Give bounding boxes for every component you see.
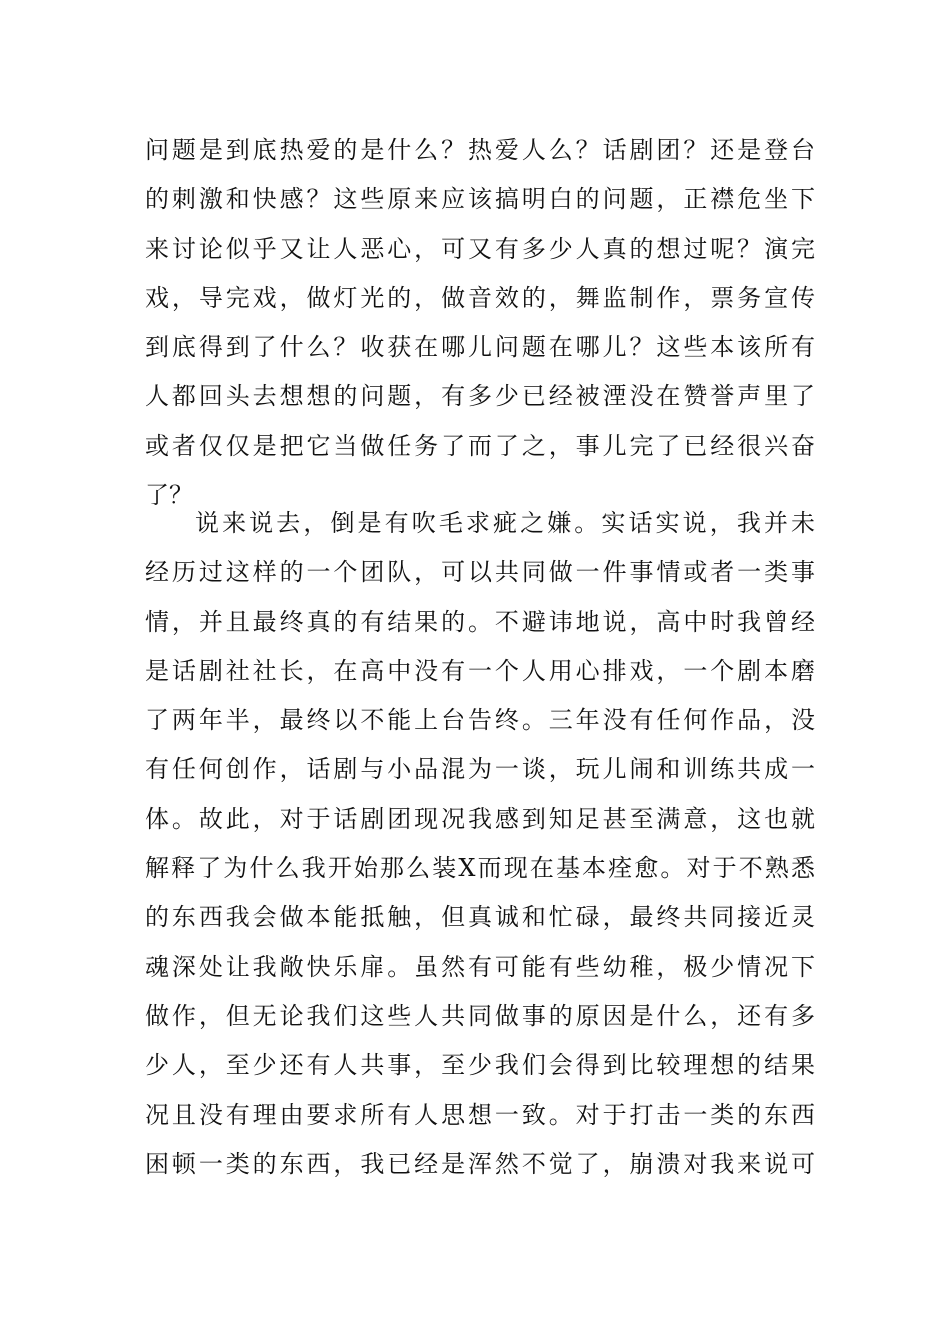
text-line: 人都回头去想想的问题，有多少已经被湮没在赞誉声里了 <box>145 382 815 411</box>
paragraph-2 <box>145 499 815 1189</box>
text-line: 问题是到底热爱的是什么？热爱人么？话剧团？还是登台 <box>145 136 815 164</box>
text-line: 说来说去，倒是有吹毛求疵之嫌。实话实说，我并未 <box>195 509 815 537</box>
text-line: 少人，至少还有人共事，至少我们会得到比较理想的结果 <box>145 1051 815 1080</box>
text-line: 情，并且最终真的有结果的。不避讳地说，高中时我曾经 <box>145 607 815 636</box>
text-line: 的刺激和快感？这些原来应该搞明白的问题，正襟危坐下 <box>145 185 815 214</box>
text-line: 经历过这样的一个团队，可以共同做一件事情或者一类事 <box>145 558 815 587</box>
text-line: 魂深处让我敞快乐扉。虽然有可能有些幼稚，极少情况下 <box>145 952 815 981</box>
text-line: 做作，但无论我们这些人共同做事的原因是什么，还有多 <box>145 1001 815 1030</box>
text-line: 困顿一类的东西，我已经是浑然不觉了，崩溃对我来说可 <box>145 1149 815 1178</box>
text-line: 有任何创作，话剧与小品混为一谈，玩儿闹和训练共成一 <box>145 755 815 784</box>
text-line: 来讨论似乎又让人恶心，可又有多少人真的想过呢？演完 <box>145 234 815 263</box>
text-line: 了？ <box>145 481 193 510</box>
paragraph-1 <box>145 126 815 520</box>
text-line: 戏，导完戏，做灯光的，做音效的，舞监制作，票务宣传 <box>145 283 815 312</box>
text-line: 是话剧社社长，在高中没有一个人用心排戏，一个剧本磨 <box>145 656 815 685</box>
text-line: 的东西我会做本能抵触，但真诚和忙碌，最终共同接近灵 <box>145 903 815 932</box>
text-line: 解释了为什么我开始那么装X而现在基本痊愈。对于不熟悉 <box>145 854 815 883</box>
text-line: 了两年半，最终以不能上台告终。三年没有任何作品，没 <box>145 706 815 735</box>
text-line: 或者仅仅是把它当做任务了而了之，事儿完了已经很兴奋 <box>145 431 815 460</box>
text-line: 到底得到了什么？收获在哪儿问题在哪儿？这些本该所有 <box>145 333 815 362</box>
text-line: 况且没有理由要求所有人思想一致。对于打击一类的东西 <box>145 1100 815 1129</box>
text-line: 体。故此，对于话剧团现况我感到知足甚至满意，这也就 <box>145 804 815 833</box>
